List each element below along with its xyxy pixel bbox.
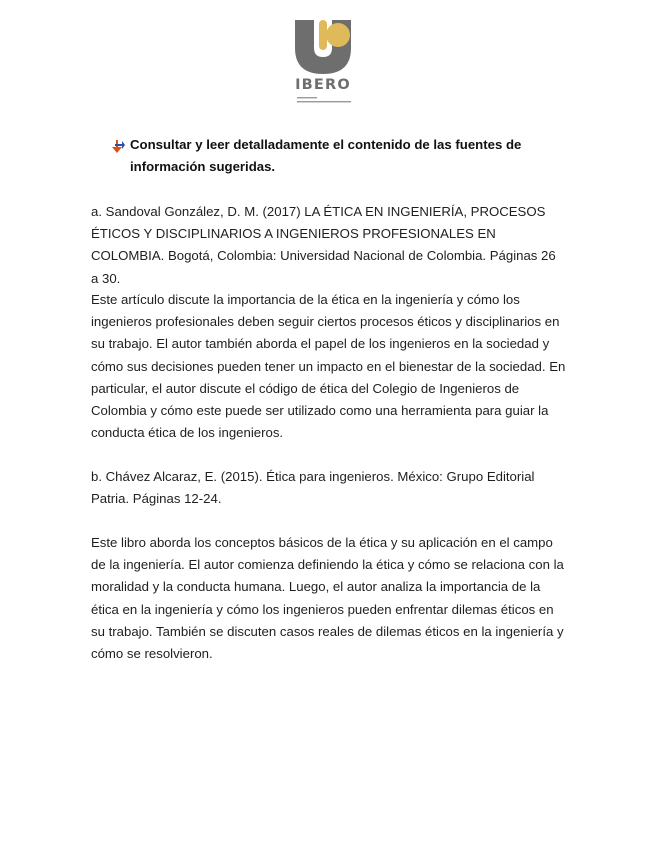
reference-a: a. Sandoval González, D. M. (2017) LA ÉTICA EN INGENIERÍA, PROCESOS ÉTICOS Y DISCIPLINARIOS A INGENIEROS PROFESIONALES EN COLOMBIA. Bogotá, Colombia: Universidad Nacional de Colombia. Páginas 26 a 30. [91, 204, 556, 286]
summary-paragraph-a: Este artículo discute la importancia de la ética en la ingeniería y cómo los ingenieros profesionales deben seguir ciertos procesos éticos y disciplinarios en su trabajo. El autor también aborda el papel de los ingenieros en la sociedad y cómo sus decisiones pueden tener un impacto en el bienestar de la sociedad. En particular, el autor discute el código de ética del Colegio de Ingenieros de Colombia y cómo este puede ser utilizado como una herramienta para guiar la conducta ética de los ingenieros. [91, 292, 566, 441]
ibero-wordmark: IBERO [295, 77, 351, 93]
ibero-logo [290, 14, 356, 106]
arrow-bullet-icon [110, 138, 126, 154]
summary-paragraph-b: Este libro aborda los conceptos básicos de la ética y su aplicación en el campo de la ingeniería. El autor comienza definiendo la ética y cómo se relaciona con la moralidad y la conducta humana. Luego, el autor analiza la importancia de la ética en la ingeniería y cómo los ingenieros pueden enfrentar dilemas éticos en su trabajo. También se discuten casos reales de dilemas éticos en la ingeniería y cómo se resolvieron. [91, 535, 564, 662]
logo-tagline-graphic [297, 96, 351, 104]
reference-b: b. Chávez Alcaraz, E. (2015). Ética para ingenieros. México: Grupo Editorial Patria. Páginas 12-24. [91, 469, 535, 507]
ibero-logo-mark [290, 14, 356, 78]
task-instruction: Consultar y leer detalladamente el contenido de las fuentes de información sugeridas. [130, 137, 522, 174]
